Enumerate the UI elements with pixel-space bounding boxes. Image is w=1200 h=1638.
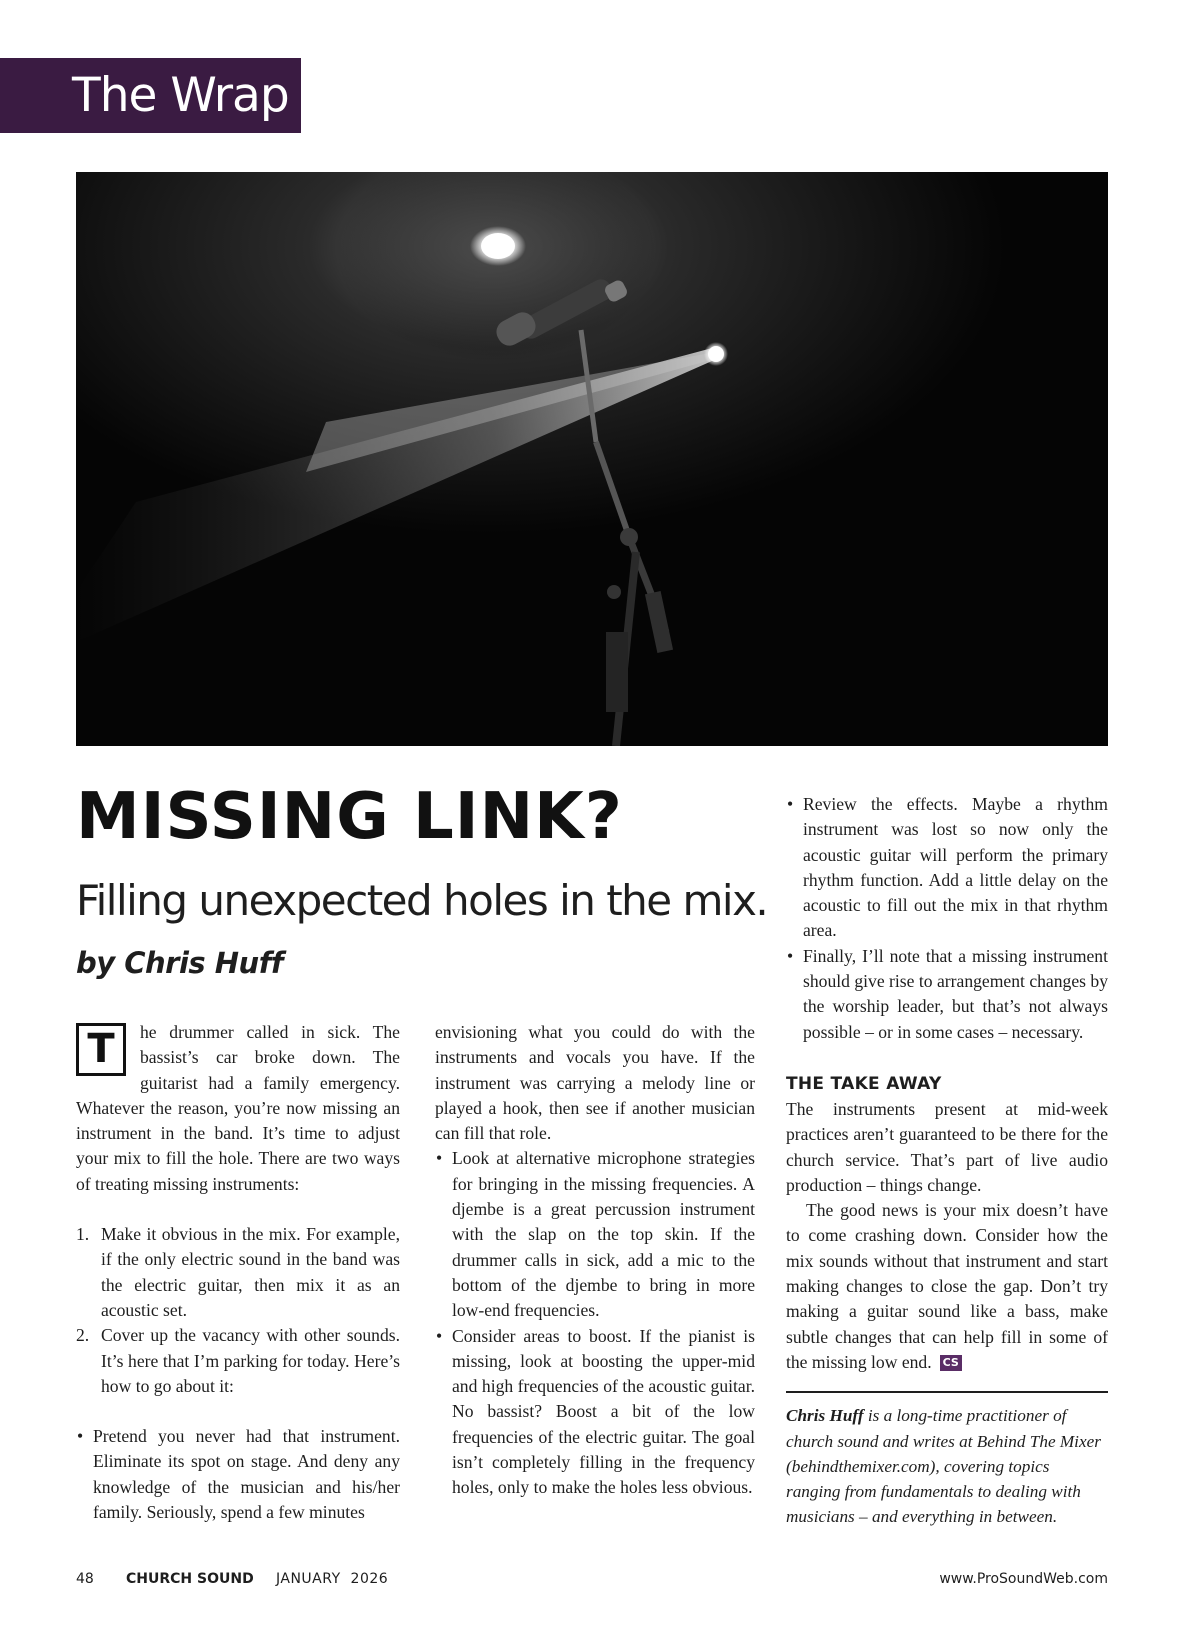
bullet-text: Look at alternative microphone strategies for bringing in the missing frequencies. A djembe is a great percussion instrument with the slap on the top skin. If the drummer calls in sick, add a mic to the bottom of the djembe to bring in more low-end frequencies. — [452, 1148, 755, 1321]
article-subheadline: Filling unexpected holes in the mix. — [76, 876, 768, 925]
bio-text: is a long-time practitioner of church sound and writes at Behind The Mixer (behindthemixer.com), covering topics ranging from fundamentals to dealing with musicians – and everything in between. — [786, 1406, 1101, 1527]
bullet-text: Finally, I’ll note that a missing instrument should give rise to arrangement changes by the worship leader, but that’s not always possible – or in some cases – necessary. — [803, 945, 1108, 1042]
bullet-item — [76, 1424, 400, 1525]
item-number: 2. — [76, 1325, 90, 1346]
numbered-list — [76, 1222, 400, 1399]
numbered-item — [76, 1222, 400, 1323]
bullet-list — [435, 1146, 755, 1500]
bullet-list — [76, 1424, 400, 1525]
bio-divider — [786, 1391, 1108, 1393]
item-text: Cover up the vacancy with other sounds. It’s here that I’m parking for today. Here’s how to go about it: — [101, 1325, 400, 1396]
intro-paragraph — [76, 1020, 400, 1197]
end-mark-icon: CS — [940, 1355, 962, 1371]
page-number: 48 — [76, 1571, 94, 1587]
magazine-name: CHURCH SOUND — [126, 1571, 254, 1587]
column-2 — [435, 1020, 755, 1501]
bullet-glyph: • — [787, 945, 794, 966]
bullet-glyph: • — [77, 1426, 84, 1447]
column-1 — [76, 1020, 400, 1525]
website-link[interactable]: www.ProSoundWeb.com — [939, 1571, 1108, 1587]
dropcap: T — [76, 1023, 126, 1076]
bullet-glyph: • — [436, 1148, 443, 1169]
takeaway-text: The good news is your mix doesn’t have to come crashing down. Consider how the mix sounds without that instrument and start making changes to close the gap. Don’t try making a guitar sound like a bass, make subtle changes that can help fill in some of the missing low end. — [786, 1200, 1108, 1372]
bullet-item — [435, 1146, 755, 1323]
intro-text: he drummer called in sick. The bassist’s car broke down. The guitarist had a family emergency. Whatever the reason, you’re now missing an instrument in the band. It’s time to adjust your mix to fill the hole. There are two ways of treating missing instruments: — [76, 1022, 400, 1194]
bullet-glyph: • — [787, 794, 794, 814]
takeaway-heading: THE TAKE AWAY — [786, 1073, 942, 1094]
issue-date: JANUARY 2026 — [276, 1571, 389, 1587]
hero-photo — [76, 172, 1108, 746]
item-number: 1. — [76, 1224, 90, 1245]
bullet-text: Consider areas to boost. If the pianist is missing, look at boosting the upper-mid and high frequencies of the acoustic guitar. No bassist? Boost a bit of the low frequencies of the electric guitar. The goal isn’t completely filling in the frequency holes, only to make the holes less obvious. — [452, 1325, 755, 1498]
bullet-item — [786, 944, 1108, 1045]
column-3 — [786, 792, 1108, 1530]
bullet-text: Review the effects. Maybe a rhythm instrument was lost so now only the acoustic guitar will perform the primary rhythm function. Add a little delay on the acoustic to fill out the mix in that rhythm area. — [803, 794, 1108, 941]
bullet-text: Pretend you never had that instrument. Eliminate its spot on stage. And deny any knowledge of the musician and his/her family. Seriously, spend a few minutes — [93, 1426, 400, 1523]
article-byline: by Chris Huff — [76, 946, 283, 980]
bullet-list — [786, 792, 1108, 1045]
bullet-glyph: • — [436, 1325, 443, 1346]
microphone-on-stage-photo-icon — [76, 172, 1108, 746]
bullet-item — [786, 792, 1108, 944]
bullet-continuation: envisioning what you could do with the instruments and vocals you have. If the instrument was carrying a melody line or played a hook, then see if another musician can fill that role. — [435, 1022, 755, 1144]
article-headline: MISSING LINK? — [76, 780, 623, 854]
bullet-item — [435, 1324, 755, 1501]
takeaway-paragraph-1: The instruments present at mid-week practices aren’t guaranteed to be there for the church service. That’s part of live audio production – things change. — [786, 1098, 1108, 1195]
numbered-item — [76, 1323, 400, 1399]
author-bio — [786, 1403, 1108, 1529]
section-tab: The Wrap — [0, 58, 301, 133]
takeaway-paragraph-2 — [786, 1198, 1108, 1375]
page-footer — [76, 1571, 1108, 1593]
item-text: Make it obvious in the mix. For example, if the only electric sound in the band was the electric guitar, then mix it as an acoustic set. — [101, 1224, 400, 1320]
bio-author-name: Chris Huff — [786, 1406, 864, 1426]
